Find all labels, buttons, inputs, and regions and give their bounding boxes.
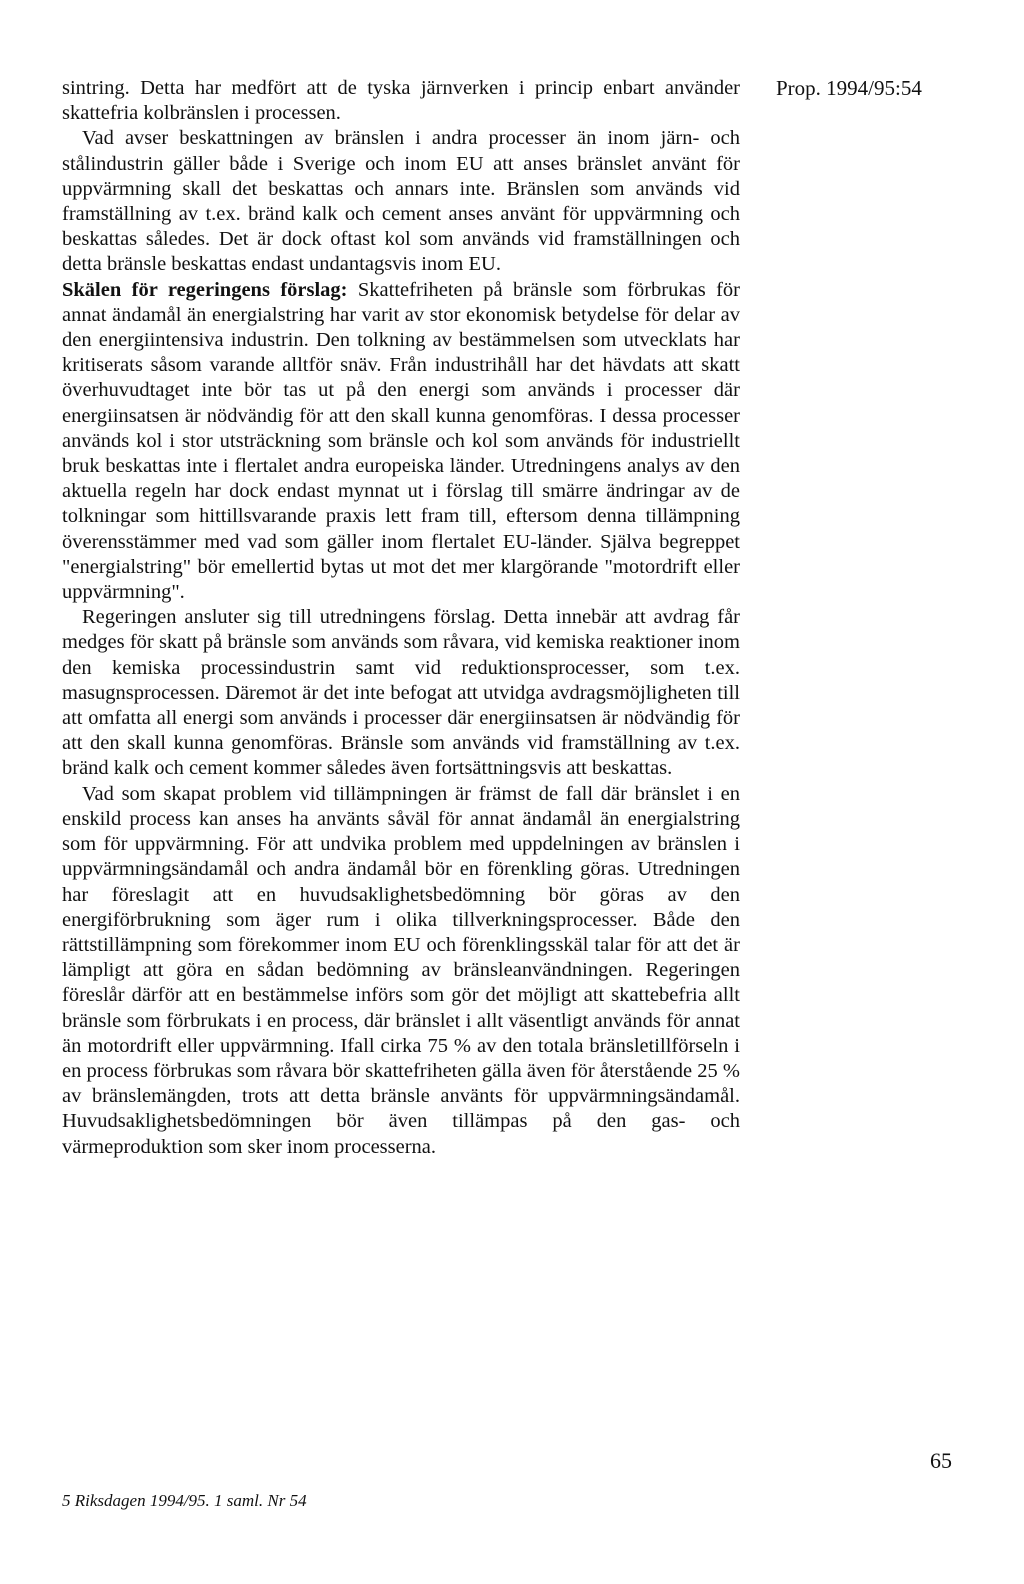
body-text	[62, 76, 740, 1160]
paragraph-2	[62, 126, 740, 277]
footer-source: 5 Riksdagen 1994/95. 1 saml. Nr 54	[62, 1491, 307, 1510]
paragraph-5	[62, 782, 740, 1160]
section-heading: Skälen för regeringens förslag:	[62, 278, 348, 301]
paragraph-2-text: Vad avser beskattningen av bränslen i andra processer än inom järn- och stålindustrin gäller både i Sverige och inom EU att anses bränslet använt för uppvärmning skall det beskattas och annars inte. Bränslen som används vid framställning av t.ex. bränd kalk och cement anses använt för uppvärmning och beskattas således. Det är dock oftast kol som används vid framställningen och detta bränsle beskattas endast undantagsvis inom EU.	[62, 127, 740, 276]
paragraph-5-text: Vad som skapat problem vid tillämpningen är främst de fall där bränslet i en enskild process kan anses ha använts såväl för annat ändamål än energialstring som för uppvärmning. För att undvika problem med uppdelningen av bränslen i uppvärmningsändamål och andra ändamål bör en förenkling göras. Utredningen har föreslagit att en huvudsaklighetsbedömning bör göras av den energiförbrukning som äger rum i olika tillverkningsprocesser. Både den rättstillämpning som förekommer inom EU och förenklingsskäl talar för att det är lämpligt att göra en sådan bedömning av bränsleanvändningen. Regeringen föreslår därför att en bestämmelse införs som gör det möjligt att skattebefria allt bränsle som förbrukats i en process, där bränslet i allt väsentligt används för annat än motordrift eller uppvärmning. Ifall cirka 75 % av den totala bränsletillförseln i en process förbrukas som råvara bör skattefriheten gälla även för återstående 25 % av bränslemängden, trots att detta bränsle använts för uppvärmningsändamål. Huvudsaklighetsbedömningen bör även tillämpas på den gas- och värmeproduktion som sker inom processerna.	[62, 782, 740, 1158]
paragraph-3	[62, 278, 740, 606]
page-number: 65	[930, 1448, 952, 1473]
paragraph-1-text: sintring. Detta har medfört att de tyska järnverken i princip enbart använder skattefria kolbränslen i processen.	[62, 77, 740, 125]
paragraph-4-text: Regeringen ansluter sig till utredningens förslag. Detta innebär att avdrag får medges för skatt på bränsle som används som råvara, vid kemiska reaktioner inom den kemiska processindustrin samt vid reduktionsprocesser, som t.ex. masugnsprocessen. Däremot är det inte befogat att utvidga avdragsmöjligheten till att omfatta all energi som används i processer där energiinsatsen är nödvändig för att den skall kunna genomföras. Bränsle som används vid framställning av t.ex. bränd kalk och cement kommer således även fortsättningsvis att beskattas.	[62, 606, 740, 780]
paragraph-3-text: Skattefriheten på bränsle som förbrukas för annat ändamål än energialstring har varit av stor ekonomisk betydelse för delar av den energiintensiva industrin. Den tolkning av bestämmelsen som utvecklats har kritiserats såsom varande alltför snäv. Från industrihåll har det hävdats att skatt överhuvudtaget inte bör tas ut på den energi som används i processer där energiinsatsen är nödvändig för att den skall kunna genomföras. I dessa processer används kol i stor utsträckning som bränsle och kol som används för industriellt bruk beskattas inte i flertalet andra europeiska länder. Utredningens analys av den aktuella regeln har dock endast mynnat ut i förslag till smärre ändringar av de tolkningar som hittillsvarande praxis lett fram till, eftersom denna tillämpning överensstämmer med vad som gäller inom flertalet EU-länder. Själva begreppet "energialstring" bör emellertid bytas ut mot det mer klargörande "motordrift eller uppvärmning".	[62, 278, 740, 604]
document-reference: Prop. 1994/95:54	[776, 76, 922, 100]
paragraph-1	[62, 76, 740, 126]
paragraph-4	[62, 605, 740, 781]
